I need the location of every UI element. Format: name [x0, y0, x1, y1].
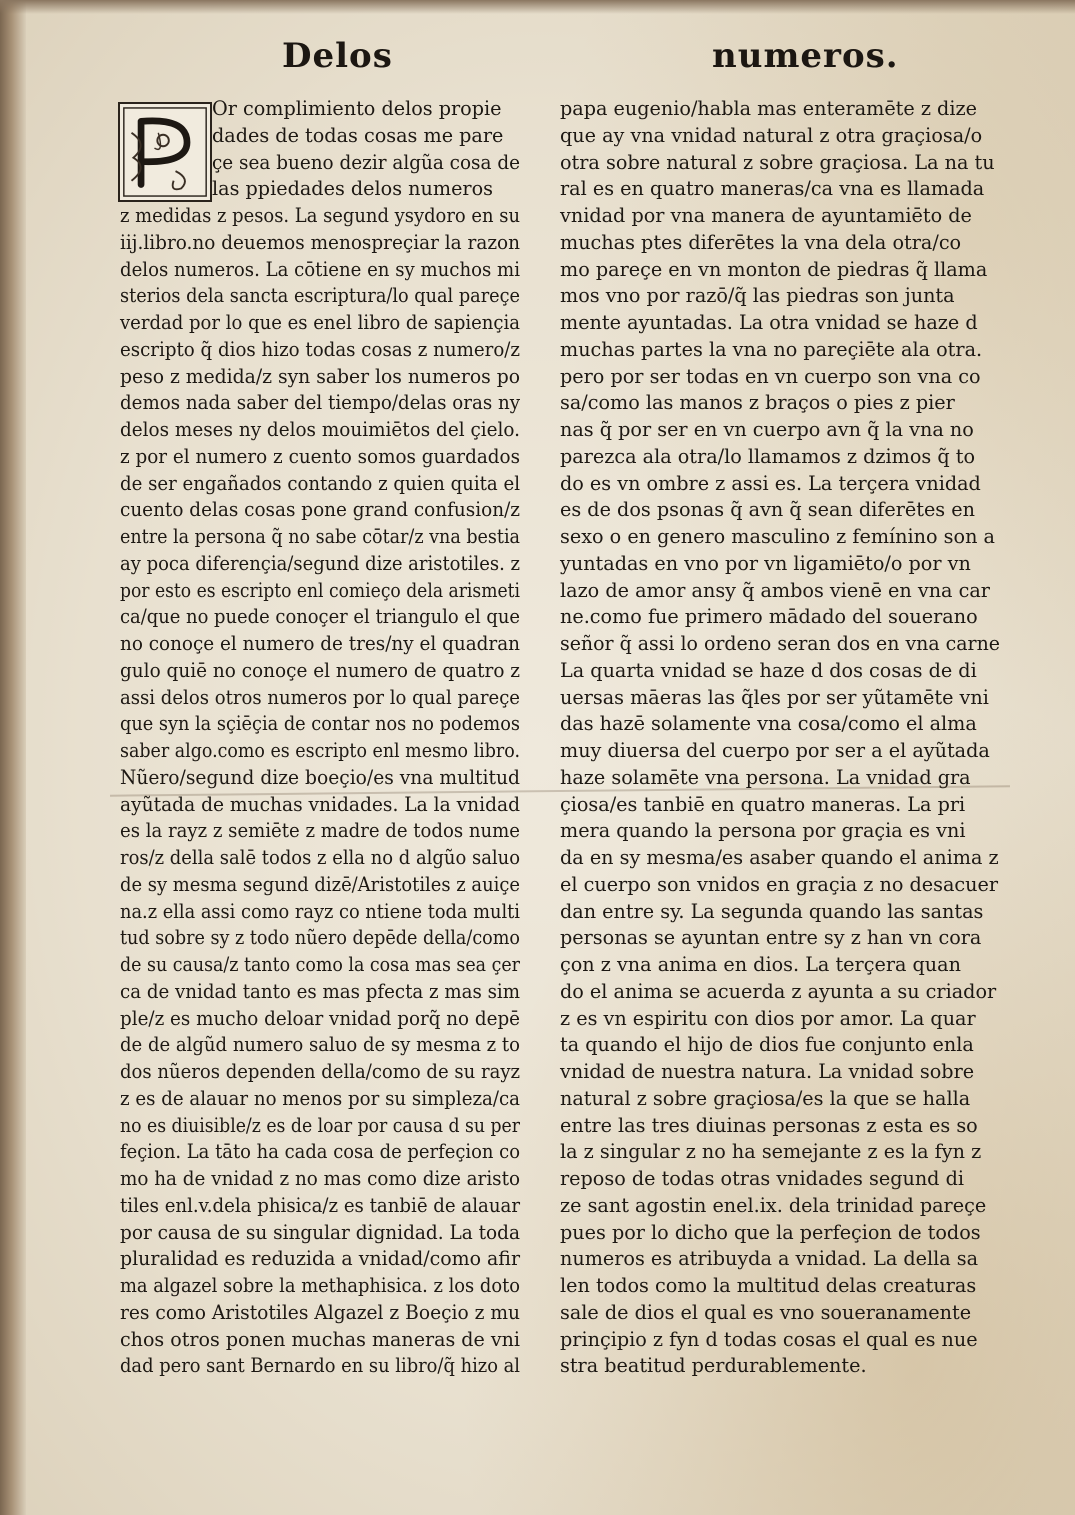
text-line: las ppiedades delos numeros: [212, 177, 493, 201]
text-line: ros/z della salē todos z ella no d algũo saluo: [120, 846, 520, 869]
text-line: escripto q̃ dios hizo todas cosas z numero/z: [120, 337, 520, 361]
text-line: es la rayz z semiēte z madre de todos nume: [120, 819, 520, 843]
text-line: natural z sobre graçiosa/es la que se halla: [560, 1086, 971, 1110]
text-line: el cuerpo son vnidos en graçia z no desacuer: [560, 872, 999, 896]
text-line: nas q̃ por ser en vn cuerpo avn q̃ la vna no: [560, 418, 974, 441]
text-line: ayũtada de muchas vnidades. La la vnidad: [120, 792, 520, 816]
page-binding-edge: [0, 0, 26, 1515]
text-line: señor q̃ assi lo ordeno seran dos en vna carne: [560, 632, 1000, 655]
text-line: iij.libro.no deuemos menospreçiar la razon: [120, 230, 520, 254]
text-line: mo ha de vnidad z no mas como dize aristo: [120, 1167, 520, 1190]
running-header-left: Delos: [282, 36, 393, 76]
text-line: por esto es escripto enl comieço dela arismeti: [120, 578, 520, 602]
text-line: no es diuisible/z es de loar por causa d su per: [120, 1113, 520, 1137]
text-line: chos otros ponen muchas maneras de vni: [120, 1327, 520, 1351]
text-line: tiles enl.v.dela phisica/z es tanbiē de alauar: [120, 1193, 520, 1217]
text-line: tud sobre sy z todo nũero depēde della/como: [120, 926, 520, 950]
text-line: saber algo.como es escripto enl mesmo libro.: [120, 739, 520, 762]
text-line: na.z ella assi como rayz co ntiene toda multi: [120, 899, 520, 923]
text-line: uersas māeras las q̃les por ser yũtamēte vni: [560, 685, 989, 709]
running-header-right: numeros.: [712, 36, 899, 76]
text-line: vnidad por vna manera de ayuntamiēto de: [560, 204, 972, 227]
text-line: mos vno por razō/q̃ las piedras son junta: [560, 284, 955, 308]
text-line: muchas ptes diferētes la vna dela otra/co: [560, 230, 962, 254]
text-line: cuento delas cosas pone grand confusion/z: [120, 498, 520, 522]
text-line: ma algazel sobre la methaphisica. z los doto: [120, 1274, 520, 1297]
text-line: yuntadas en vno por vn ligamiēto/o por vn: [560, 551, 971, 575]
text-line: z es de alauar no menos por su simpleza/ca: [120, 1086, 520, 1110]
text-column-right: [560, 96, 1000, 1380]
text-line: ca de vnidad tanto es mas pfecta z mas sim: [120, 979, 520, 1003]
text-line: de sy mesma segund dizē/Aristotiles z auiçe: [120, 872, 520, 896]
text-line: dades de todas cosas me pare: [212, 123, 504, 147]
text-line: do el anima se acuerda z ayunta a su criador: [560, 979, 997, 1003]
text-line: çiosa/es tanbiē en quatro maneras. La pri: [560, 792, 966, 816]
text-line: parezca ala otra/lo llamamos z dzimos q̃ to: [560, 444, 975, 468]
text-line: stra beatitud perdurablemente.: [560, 1354, 867, 1378]
text-line: dos nũeros dependen della/como de su rayz: [120, 1060, 520, 1083]
text-line: ca/que no puede conoçer el triangulo el que: [120, 605, 520, 629]
text-line: ze sant agostin enel.ix. dela trinidad pareçe: [560, 1193, 987, 1217]
text-line: z por el numero z cuento somos guardados: [120, 444, 520, 468]
text-line: dan entre sy. La segunda quando las santas: [560, 899, 984, 923]
text-line: mo pareçe en vn monton de piedras q̃ llama: [560, 257, 988, 281]
text-line: sexo o en genero masculino z femínino son a: [560, 525, 995, 548]
text-line: prinçipio z fyn d todas cosas el qual es nue: [560, 1327, 978, 1351]
text-line: len todos como la multitud delas creaturas: [560, 1274, 977, 1297]
text-line: z es vn espiritu con dios por amor. La quar: [560, 1006, 976, 1030]
text-line: de ser engañados contando z quien quita el: [120, 471, 520, 495]
text-line: muy diuersa del cuerpo por ser a el ayũtada: [560, 739, 990, 762]
text-line: dad pero sant Bernardo en su libro/q̃ hizo al: [120, 1354, 520, 1378]
text-line: de su causa/z tanto como la cosa mas sea çer: [120, 953, 520, 976]
text-line: mera quando la persona por graçia es vni: [560, 819, 966, 843]
text-line: ple/z es mucho deloar vnidad porq̃ no depē: [120, 1006, 520, 1030]
text-line: çon z vna anima en dios. La terçera quan: [560, 953, 961, 976]
text-line: ral es en quatro maneras/ca vna es llamada: [560, 177, 985, 201]
text-line: çe sea bueno dezir algũa cosa de: [212, 150, 520, 174]
text-line: delos meses ny delos mouimiētos del çielo.: [120, 418, 520, 441]
text-line: delos numeros. La cōtiene en sy muchos mi: [120, 257, 520, 281]
text-line: do es vn ombre z assi es. La terçera vnidad: [560, 471, 981, 495]
text-line: demos nada saber del tiempo/delas oras ny: [120, 391, 520, 415]
text-line: ta quando el hijo de dios fue conjunto enla: [560, 1033, 974, 1057]
text-line: res como Aristotiles Algazel z Boeçio z mu: [120, 1300, 520, 1324]
text-line: z medidas z pesos. La segund ysydoro en su: [120, 204, 520, 227]
text-line: lazo de amor ansy q̃ ambos vienē en vna car: [560, 578, 990, 602]
text-line: muchas partes la vna no pareçiēte ala otra.: [560, 337, 983, 361]
text-line: Or complimiento delos propie: [212, 97, 502, 120]
text-line: haze solamēte vna persona. La vnidad gra: [560, 765, 971, 789]
text-line: no conoçe el numero de tres/ny el quadran: [120, 632, 520, 655]
text-line: assi delos otros numeros por lo qual pareçe: [120, 685, 520, 709]
text-line: pues por lo dicho que la perfeçion de todos: [560, 1220, 981, 1244]
text-line: vnidad de nuestra natura. La vnidad sobre: [560, 1060, 975, 1083]
text-line: que ay vna vnidad natural z otra graçiosa/o: [560, 123, 983, 147]
text-line: entre las tres diuinas personas z esta es so: [560, 1113, 978, 1137]
text-line: ay poca diferençia/segund dize aristotiles. z: [120, 551, 520, 575]
text-line: sterios dela sancta escriptura/lo qual pareçe: [120, 284, 520, 308]
text-line: personas se ayuntan entre sy z han vn cora: [560, 926, 982, 950]
text-line: reposo de todas otras vnidades segund di: [560, 1167, 964, 1190]
text-line: por causa de su singular dignidad. La toda: [120, 1220, 520, 1244]
text-line: numeros es atribuyda a vnidad. La della sa: [560, 1247, 979, 1271]
text-line: das hazē solamente vna cosa/como el alma: [560, 712, 977, 736]
text-line: verdad por lo que es enel libro de sapiençia: [120, 311, 520, 334]
text-line: gulo quiē no conoçe el numero de quatro z: [120, 658, 520, 682]
text-line: peso z medida/z syn saber los numeros po: [120, 364, 520, 388]
text-line: mente ayuntadas. La otra vnidad se haze d: [560, 311, 978, 334]
text-line: es de dos psonas q̃ avn q̃ sean diferētes en: [560, 498, 975, 522]
text-line: sale de dios el qual es vno soueranamente: [560, 1300, 972, 1324]
text-column-left: [120, 96, 520, 1380]
text-line: pluralidad es reduzida a vnidad/como afir: [120, 1247, 520, 1271]
text-line: la z singular z no ha semejante z es la fyn z: [560, 1140, 982, 1164]
text-line: papa eugenio/habla mas enteramēte z dize: [560, 97, 977, 120]
text-line: de de algũd numero saluo de sy mesma z to: [120, 1033, 520, 1057]
text-line: entre la persona q̃ no sabe cōtar/z vna bestia: [120, 525, 520, 548]
text-line: pero por ser todas en vn cuerpo son vna co: [560, 364, 981, 388]
text-line: da en sy mesma/es asaber quando el anima z: [560, 846, 999, 869]
text-line: La quarta vnidad se haze d dos cosas de di: [560, 658, 977, 682]
text-line: feçion. La tāto ha cada cosa de perfeçion co: [120, 1140, 520, 1164]
text-line: ne.como fue primero mādado del souerano: [560, 605, 978, 629]
text-line: sa/como las manos z braços o pies z pier: [560, 391, 955, 415]
text-line: Nũero/segund dize boeçio/es vna multitud: [120, 765, 520, 789]
text-line: otra sobre natural z sobre graçiosa. La na tu: [560, 150, 995, 174]
page-top-edge: [0, 0, 1075, 14]
text-line: que syn la sçiēçia de contar nos no podemos: [120, 712, 520, 736]
